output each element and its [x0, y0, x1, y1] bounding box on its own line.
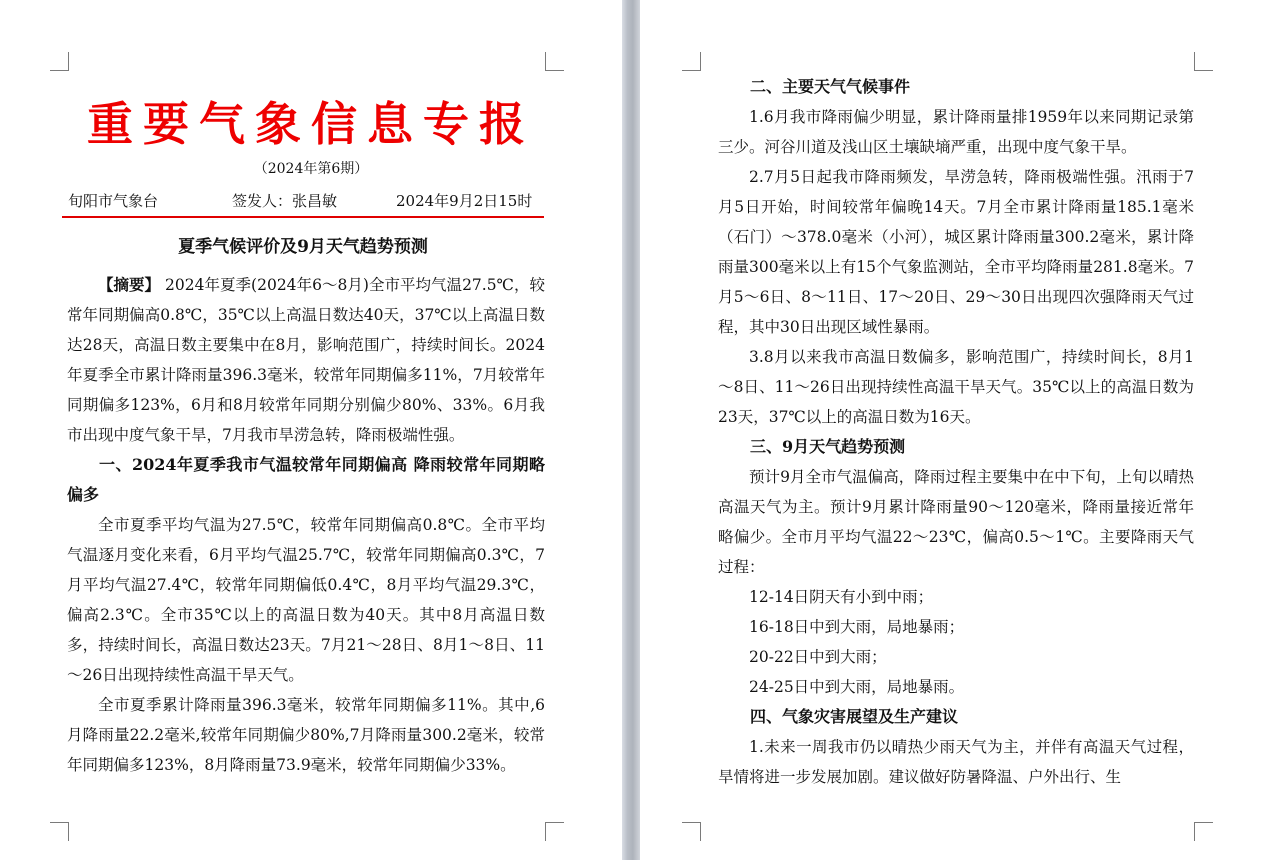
crop-mark: [1194, 52, 1213, 71]
section-3-paragraph-1: 预计9月全市气温偏高，降雨过程主要集中在中下旬，上旬以晴热高温天气为主。预计9月累计降雨量90～120毫米，降雨量接近常年略偏少。全市月平均气温22～23℃，偏高0.5～1℃。主要降雨天气过程：: [718, 468, 1194, 576]
red-divider: [62, 216, 544, 218]
summary-label: 【摘要】: [98, 275, 161, 294]
rain-event-item: 12-14日阴天有小到中雨；: [749, 588, 934, 606]
rain-event-item: 20-22日中到大雨；: [749, 648, 887, 666]
rain-event-item: 24-25日中到大雨，局地暴雨。: [749, 678, 965, 696]
crop-mark: [545, 52, 564, 71]
section-2-paragraph-3: 3.8月以来我市高温日数偏多，影响范围广，持续时间长，8月1～8日、11～26日出现持续性高温干旱天气。35℃以上的高温日数为23天，37℃以上的高温日数为16天。: [718, 348, 1194, 426]
bulletin-title: 重要气象信息专报: [87, 97, 535, 151]
section-1-paragraph-1: 全市夏季平均气温为27.5℃，较常年同期偏高0.8℃。全市平均气温逐月变化来看，6月平均气温25.7℃，较常年同期偏高0.3℃，7月平均气温27.4℃，较常年同期偏低0.4℃，8月平均气温29.3℃，偏高2.3℃。全市35℃以上的高温日数为40天。其中8月高温日数多，持续时间长，高温日数达23天。7月21～28日、8月1～8日、11～26日出现持续性高温干旱天气。: [67, 516, 545, 684]
section-4-paragraph-1: 1.未来一周我市仍以晴热少雨天气为主，并伴有高温天气过程，旱情将进一步发展加剧。建议做好防暑降温、户外出行、生: [718, 738, 1194, 786]
crop-mark: [50, 822, 69, 841]
section-1-heading: 一、2024年夏季我市气温较常年同期偏高 降雨较常年同期略偏多: [67, 455, 545, 504]
issue-datetime: 2024年9月2日15时: [396, 192, 533, 210]
left-page-body: [67, 270, 545, 780]
rain-event-item: 16-18日中到大雨，局地暴雨；: [749, 618, 965, 636]
section-4-heading: 四、气象灾害展望及生产建议: [750, 707, 959, 726]
summary-text: 2024年夏季(2024年6～8月)全市平均气温27.5℃，较常年同期偏高0.8℃，35℃以上高温日数达40天，37℃以上高温日数达28天，高温日数主要集中在8月，影响范围广，持续时间长。2024年夏季全市累计降雨量396.3毫米，较常年同期偏多11%，7月较常年同期偏多123%，6月和8月较常年同期分别偏少80%、33%。6月我市出现中度气象干旱，7月我市旱涝急转，降雨极端性强。: [67, 276, 545, 444]
crop-mark: [682, 52, 701, 71]
report-subtitle: 夏季气候评价及9月天气趋势预测: [178, 237, 428, 257]
section-2-heading: 二、主要天气气候事件: [750, 77, 911, 96]
crop-mark: [682, 822, 701, 841]
document-page-left: [0, 0, 622, 860]
crop-mark: [545, 822, 564, 841]
crop-mark: [1194, 822, 1213, 841]
section-1-paragraph-2: 全市夏季累计降雨量396.3毫米，较常年同期偏多11%。其中,6月降雨量22.2毫米,较常年同期偏少80%,7月降雨量300.2毫米，较常年同期偏多123%，8月降雨量73.9毫米，较常年同期偏少33%。: [67, 696, 545, 774]
crop-mark: [50, 52, 69, 71]
issuer: 签发人：张昌敏: [232, 192, 338, 210]
issuing-organization: 旬阳市气象台: [68, 192, 159, 210]
summary-paragraph: [67, 270, 545, 450]
right-page-body: [718, 72, 1194, 792]
section-2-paragraph-1: 1.6月我市降雨偏少明显，累计降雨量排1959年以来同期记录第三少。河谷川道及浅山区土壤缺墒严重，出现中度气象干旱。: [718, 108, 1194, 156]
page-gutter: [622, 0, 640, 860]
section-3-heading: 三、9月天气趋势预测: [750, 437, 906, 456]
issue-number: （2024年第6期）: [253, 161, 369, 177]
section-2-paragraph-2: 2.7月5日起我市降雨频发，旱涝急转，降雨极端性强。汛雨于7月5日开始，时间较常年偏晚14天。7月全市累计降雨量185.1毫米（石门）～378.0毫米（小河），城区累计降雨量300.2毫米，累计降雨量300毫米以上有15个气象监测站，全市平均降雨量281.8毫米。7月5～6日、8～11日、17～20日、29～30日出现四次强降雨天气过程，其中30日出现区域性暴雨。: [718, 168, 1194, 336]
